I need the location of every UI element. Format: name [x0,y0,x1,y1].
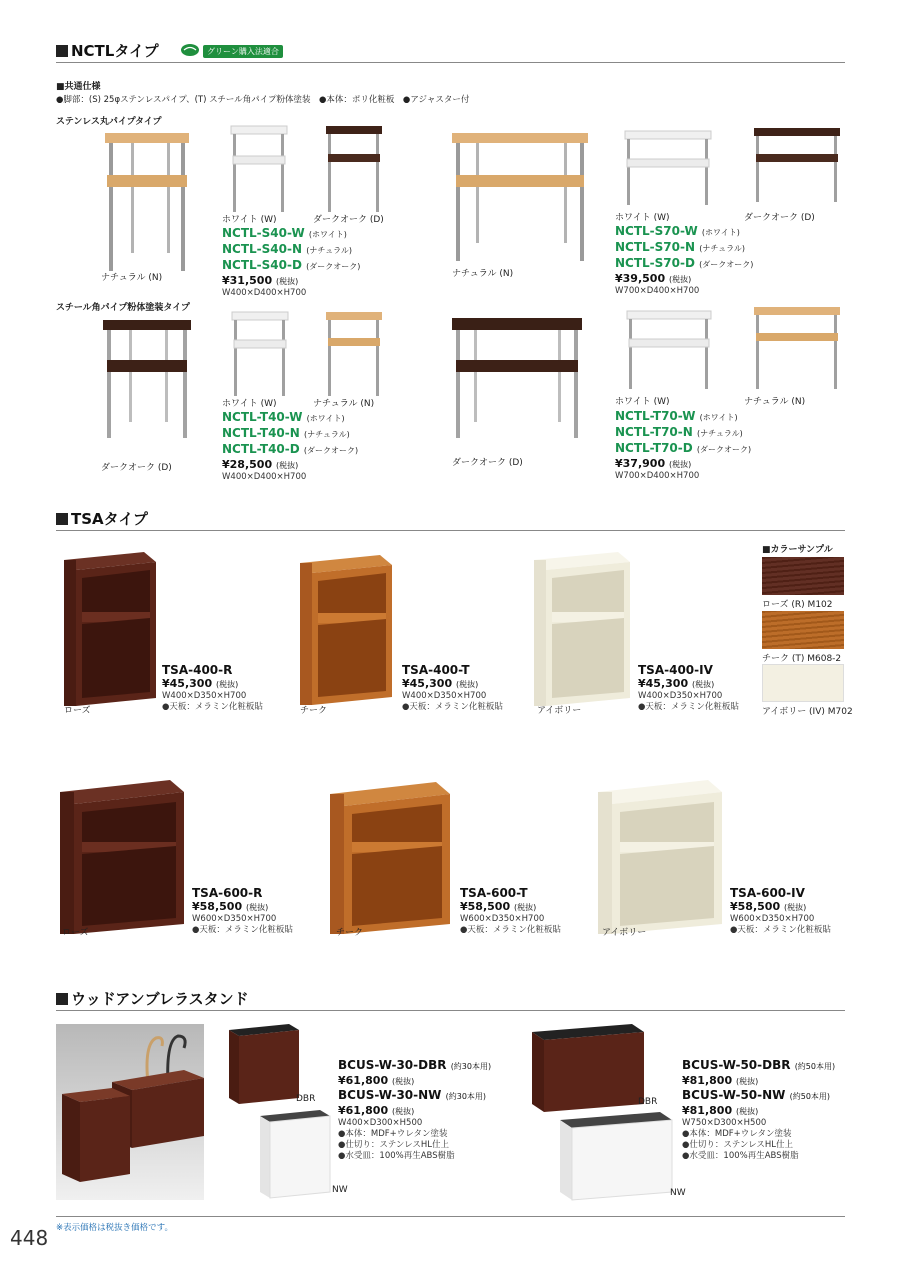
spec: ●本体：MDF+ウレタン塗装 [682,1129,792,1139]
green-leaf-icon [180,43,200,57]
dimensions: W600×D350×H700 [730,914,815,924]
tsa-section-title: TSAタイプ [56,508,148,529]
dimensions: W400×D300×H500 [338,1118,423,1128]
model-code: TSA-400-IV [638,663,713,677]
model-code: BCUS-W-30-NW (約30本用) [338,1088,487,1102]
spec: ●水受皿：100%再生ABS樹脂 [338,1151,455,1161]
spec: ●仕切り：ステンレスHL仕上 [338,1140,449,1150]
swatch-teak-label: チーク (T) M608-2 [762,654,842,664]
price: ¥45,300 (税抜) [162,677,239,690]
spec: ●天板：メラミン化粧板貼 [162,702,263,712]
nctl-t40-label-w: ホワイト (W) [222,399,277,409]
price: ¥39,500 (税抜) [615,272,692,285]
spec: ●水受皿：100%再生ABS樹脂 [682,1151,799,1161]
nctl-s70-info [615,224,753,297]
price: ¥58,500 (税抜) [730,900,807,913]
tsa-400-iv-color: アイボリー [537,706,582,716]
nctl-t40-w-image [232,312,288,398]
swatch-rose-label: ローズ (R) M102 [762,600,833,610]
model-code: NCTL-S40-W (ホワイト) [222,226,347,240]
dimensions: W600×D350×H700 [192,914,277,924]
dimensions: W700×D400×H700 [615,471,700,481]
common-spec-text: ●脚部：(S) 25φステンレスパイプ、(T) スチール角パイプ粉体塗装 ●本体：ポリ化粧板 ●アジャスター付 [56,95,470,105]
section-divider [56,1010,845,1011]
tsa-400-iv-image [534,552,630,708]
nctl-t70-main-label: ダークオーク (D) [452,458,523,468]
tsa-600-t-info [460,886,561,936]
nctl-s40-main-label: ナチュラル (N) [101,273,163,283]
tsa-600-iv-image [598,780,722,936]
color-sample-heading: ■カラーサンプル [762,545,833,555]
swatch-rose [762,557,844,595]
model-code: NCTL-T40-D (ダークオーク) [222,442,359,456]
tsa-600-iv-info [730,886,831,936]
price: ¥58,500 (税抜) [192,900,269,913]
price: ¥45,300 (税抜) [402,677,479,690]
model-code: BCUS-W-30-DBR (約30本用) [338,1058,492,1072]
bcus-w30-dbr-label: DBR [296,1094,316,1104]
tsa-400-r-color: ローズ [64,706,91,716]
price: ¥45,300 (税抜) [638,677,715,690]
tsa-600-r-info [192,886,293,936]
model-code: NCTL-T40-N (ナチュラル) [222,426,350,440]
dimensions: W400×D400×H700 [222,288,307,298]
model-code: NCTL-T40-W (ホワイト) [222,410,345,424]
nctl-t70-w-image [627,311,711,391]
model-code: NCTL-S70-N (ナチュラル) [615,240,745,254]
footer-divider [56,1216,845,1217]
dimensions: W750×D300×H500 [682,1118,767,1128]
tsa-400-r-info [162,663,263,713]
tsa-400-t-image [300,555,392,707]
dimensions: W400×D350×H700 [162,691,247,701]
nctl-s70-n-image [452,133,588,263]
tsa-600-r-color: ローズ [62,928,89,938]
bcus-w50-nw-image [560,1112,672,1200]
model-code: NCTL-T70-W (ホワイト) [615,409,738,423]
nctl-t40-info [222,410,358,483]
bcus-w50-dbr-label: DBR [638,1097,658,1107]
model-code: TSA-600-T [460,886,528,900]
tsa-400-iv-info [638,663,739,713]
spec: ●天板：メラミン化粧板貼 [638,702,739,712]
price: ¥37,900 (税抜) [615,457,692,470]
umbrella-stand-photo [56,1024,204,1200]
footer-note: ※表示価格は税抜き価格です。 [56,1223,173,1233]
model-code: TSA-600-R [192,886,263,900]
bcus-w50-info [682,1058,835,1162]
tsa-600-t-color: チーク [336,928,364,938]
nctl-s70-w-image [625,131,711,207]
model-code: NCTL-S70-D (ダークオーク) [615,256,754,270]
nctl-t70-label-w: ホワイト (W) [615,397,670,407]
spec: ●天板：メラミン化粧板貼 [402,702,503,712]
nctl-s40-w-image [231,126,287,214]
swatch-ivory-label: アイボリー (IV) M702 [762,707,853,717]
tsa-600-iv-color: アイボリー [602,928,647,938]
dimensions: W400×D350×H700 [638,691,723,701]
nctl-t70-info [615,409,751,482]
model-code: NCTL-T70-N (ナチュラル) [615,425,743,439]
spec: ●本体：MDF+ウレタン塗装 [338,1129,448,1139]
spec: ●天板：メラミン化粧板貼 [192,925,293,935]
model-code: TSA-400-T [402,663,470,677]
tsa-400-r-image [64,552,156,708]
spec: ●仕切り：ステンレスHL仕上 [682,1140,793,1150]
nctl-s70-label-w: ホワイト (W) [615,213,670,223]
model-code: TSA-600-IV [730,886,805,900]
price: ¥58,500 (税抜) [460,900,537,913]
swatch-ivory [762,664,844,702]
model-code: NCTL-T70-D (ダークオーク) [615,441,752,455]
tsa-600-t-image [330,782,450,936]
section-divider [56,530,845,531]
nctl-s70-label-d: ダークオーク (D) [744,213,815,223]
nctl-s70-d-image [754,128,840,204]
nctl-section-title: NCTLタイプ [56,40,159,61]
model-code: NCTL-S70-W (ホワイト) [615,224,740,238]
price: ¥61,800 (税抜) [338,1104,415,1117]
green-purchase-badge: グリーン購入法適合 [203,45,283,58]
price: ¥81,800 (税抜) [682,1074,759,1087]
common-spec-heading: ■共通仕様 [56,82,101,92]
spec: ●天板：メラミン化粧板貼 [730,925,831,935]
model-code: BCUS-W-50-NW (約50本用) [682,1088,831,1102]
model-code: NCTL-S40-N (ナチュラル) [222,242,352,256]
model-code: BCUS-W-50-DBR (約50本用) [682,1058,836,1072]
spec: ●天板：メラミン化粧板貼 [460,925,561,935]
nctl-t40-label-n: ナチュラル (N) [313,399,375,409]
stainless-heading: ステンレス丸パイプタイプ [56,117,162,127]
dimensions: W400×D400×H700 [222,472,307,482]
umbrella-section-title: ウッドアンブレラスタンド [56,988,249,1009]
bcus-w30-nw-image [260,1110,330,1198]
nctl-s40-d-image [326,126,382,214]
bcus-w30-nw-label: NW [332,1185,348,1195]
bcus-w30-info [338,1058,491,1162]
tsa-600-r-image [60,780,184,936]
swatch-teak [762,611,844,649]
nctl-t40-n-image [326,312,382,398]
model-code: TSA-400-R [162,663,233,677]
dimensions: W700×D400×H700 [615,286,700,296]
section-divider [56,62,845,63]
nctl-s40-n-image [103,133,191,273]
page-number: 448 [10,1226,49,1250]
bcus-w30-dbr-image [229,1024,299,1104]
nctl-t70-label-n: ナチュラル (N) [744,397,806,407]
price: ¥31,500 (税抜) [222,274,299,287]
bcus-w50-nw-label: NW [670,1188,686,1198]
nctl-s40-label-w: ホワイト (W) [222,215,277,225]
price: ¥81,800 (税抜) [682,1104,759,1117]
nctl-s40-label-d: ダークオーク (D) [313,215,384,225]
bcus-w50-dbr-image [532,1024,644,1112]
nctl-t70-n-image [754,307,840,391]
nctl-t40-d-image [103,320,191,440]
nctl-s70-main-label: ナチュラル (N) [452,269,514,279]
tsa-400-t-info [402,663,503,713]
dimensions: W400×D350×H700 [402,691,487,701]
nctl-t70-d-image [452,318,582,440]
dimensions: W600×D350×H700 [460,914,545,924]
price: ¥28,500 (税抜) [222,458,299,471]
price: ¥61,800 (税抜) [338,1074,415,1087]
nctl-s40-info [222,226,360,299]
steel-heading: スチール角パイプ粉体塗装タイプ [56,303,190,313]
tsa-400-t-color: チーク [300,706,328,716]
model-code: NCTL-S40-D (ダークオーク) [222,258,361,272]
nctl-t40-main-label: ダークオーク (D) [101,463,172,473]
